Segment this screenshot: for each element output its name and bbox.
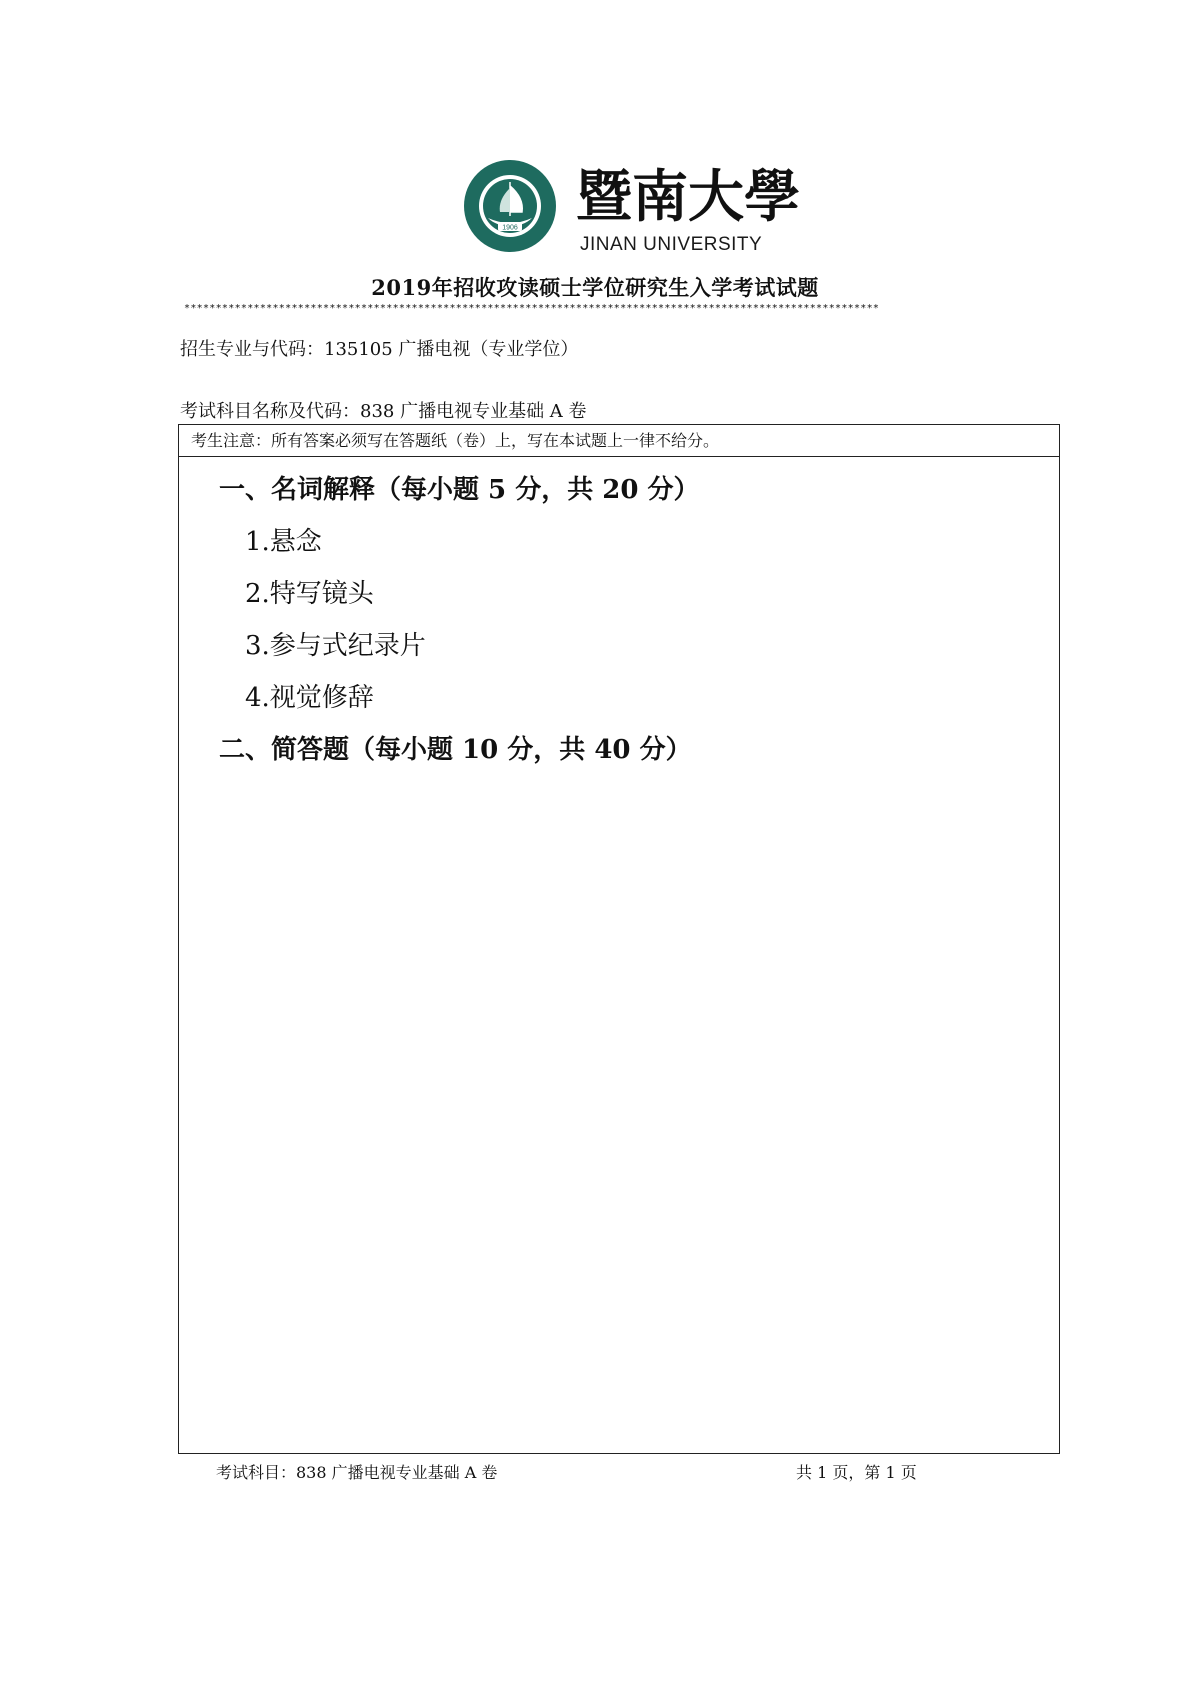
question-item: 2.特写镜头 — [245, 579, 374, 609]
university-logo — [462, 158, 802, 258]
question-item: 1.悬念 — [245, 527, 322, 557]
major-line: 招生专业与代码：135105 广播电视（专业学位） — [180, 339, 579, 360]
university-wordmark-cn — [576, 162, 802, 224]
svg-text:1906: 1906 — [502, 224, 518, 232]
candidate-notice: 考生注意：所有答案必须写在答题纸（卷）上，写在本试题上一律不给分。 — [179, 425, 1059, 457]
section-title-short-answer: 二、简答题（每小题 10 分，共 40 分） — [219, 735, 692, 765]
footer-page-number: 共 1 页，第 1 页 — [796, 1463, 917, 1482]
exam-title: 2019年招收攻读硕士学位研究生入学考试试题 — [371, 275, 819, 300]
question-item: 4.视觉修辞 — [245, 683, 374, 713]
university-name-en: JINAN UNIVERSITY — [580, 234, 763, 255]
section-title-terms: 一、名词解释（每小题 5 分，共 20 分） — [219, 475, 700, 505]
exam-content-box — [178, 424, 1060, 1454]
question-item: 3.参与式纪录片 — [245, 631, 426, 661]
footer-subject: 考试科目：838 广播电视专业基础 A 卷 — [216, 1463, 498, 1482]
university-seal-icon — [462, 158, 558, 254]
svg-text:暨南大學: 暨南大學 — [576, 164, 800, 224]
star-separator: ************************************************************************************************************** — [184, 303, 880, 314]
subject-line: 考试科目名称及代码：838 广播电视专业基础 A 卷 — [180, 401, 587, 422]
